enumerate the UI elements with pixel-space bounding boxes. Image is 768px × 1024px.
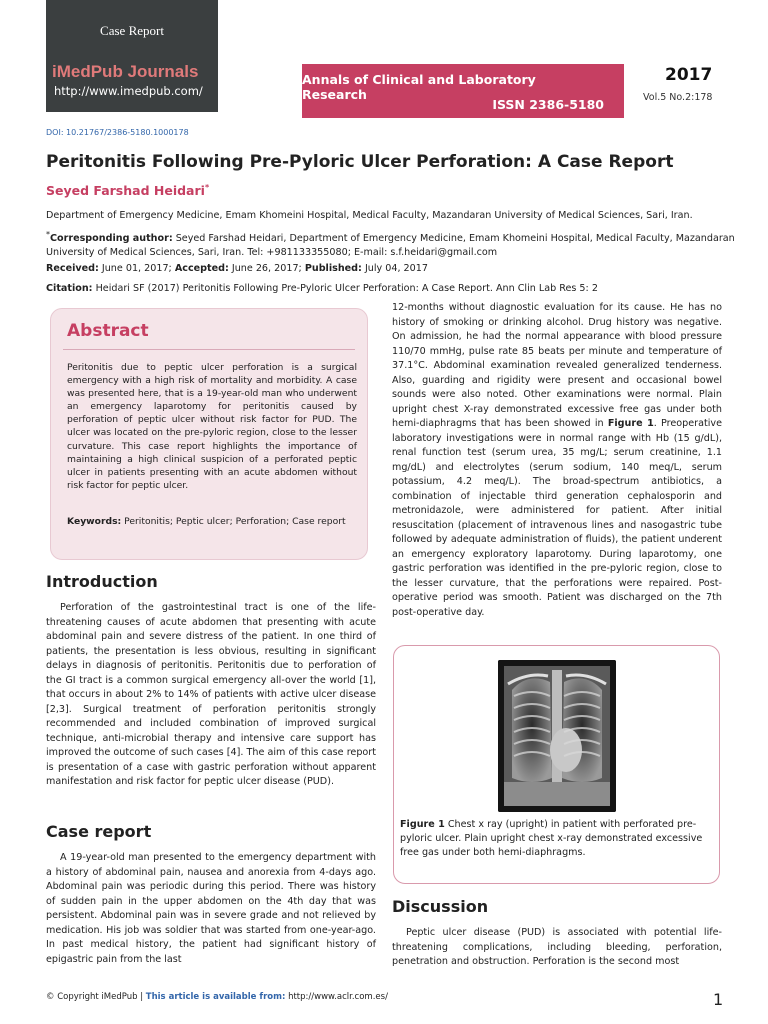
publisher-url[interactable]: http://www.imedpub.com/	[54, 84, 203, 98]
published-date: July 04, 2017	[361, 263, 428, 274]
discussion-heading: Discussion	[392, 897, 489, 916]
citation-label: Citation:	[46, 283, 93, 294]
available-label: This article is available from:	[145, 992, 286, 1002]
abstract-box	[50, 308, 368, 560]
article-type-label: Case Report	[100, 23, 164, 38]
case-report-text: A 19-year-old man presented to the emergency department with a history of abdominal pain, nausea and anorexia from 4-days ago. Abdominal pain was periodic during this period. There was history of sudden pain in the upper abdomen on the 4th day that was persistent. Abdominal pain was in severe grade and not relieved by medication. His job was soldier that was started from one-year-ago. In past medical history, the patient had significant history of epigastric pain from the last	[46, 852, 376, 965]
figure-caption	[400, 818, 715, 860]
paper-title: Peritonitis Following Pre-Pyloric Ulcer Perforation: A Case Report	[46, 152, 674, 172]
figure-caption-text: Chest x ray (upright) in patient with perforated pre-pyloric ulcer. Plain upright chest x-ray demonstrated excessive free gas under both hemi-diaphragms.	[400, 819, 703, 858]
volume-issue: Vol.5 No.2:178	[643, 92, 713, 103]
page-number: 1	[713, 990, 724, 1009]
corresponding-text: Seyed Farshad Heidari, Department of Emergency Medicine, Emam Khomeini Hospital, Medical Faculty, Mazandaran University of Medical Sciences, Sari, Iran. Tel: +981133355080; E-mail: s.f.heidari@gmail.com	[46, 233, 735, 259]
citation-text: Heidari SF (2017) Peritonitis Following Pre-Pyloric Ulcer Perforation: A Case Report. Ann Clin Lab Res 5: 2	[92, 283, 598, 294]
publication-year: 2017	[665, 65, 713, 85]
case-continued-part-b: . Preoperative laboratory investigations were in normal range with Hb (15 g/dL), renal function test (serum urea, 35 mg/L; serum creatinine, 1.1 mg/dL) and electrolytes (serum sodium, 140 meq/L, serum potassium, 4.2 meq/L). The broad-spectrum antibiotics, a combination of injectable third generation cephalosporin and metronidazole, were administered for patient. After initial resuscitation (placement of intravenous lines and nasogastric tube followed by adequate administration of fluids), the patient underent an emergency exploratory laparotomy. During laparotomy, one gastric perforation was identified in the pre-pyloric region, close to the lesser curvature, that the perforations were repaired. Post-operative period was smooth. Patient was discharged on the 7th post-operative day.	[392, 418, 722, 618]
introduction-heading: Introduction	[46, 572, 158, 591]
doi-link[interactable]: DOI: 10.21767/2386-5180.1000178	[46, 128, 189, 137]
case-report-banner	[46, 0, 218, 62]
case-report-continued	[392, 301, 722, 620]
keywords-label: Keywords:	[67, 516, 122, 527]
figure-label: Figure 1	[400, 819, 445, 830]
corresponding-label: Corresponding author:	[50, 233, 173, 245]
publisher-logo-block	[46, 0, 218, 112]
corresponding-mark: *	[46, 230, 50, 239]
published-label: Published:	[304, 263, 362, 274]
journal-banner	[302, 64, 624, 118]
abstract-divider	[63, 349, 355, 350]
case-continued-text	[392, 301, 722, 620]
introduction-section	[46, 572, 376, 790]
chest-xray-image	[498, 660, 616, 812]
xray-illustration	[498, 660, 616, 812]
affiliation: Department of Emergency Medicine, Emam Khomeini Hospital, Medical Faculty, Mazandaran University of Medical Sciences, Sari, Iran.	[46, 210, 693, 221]
keywords	[67, 515, 357, 528]
copyright-text: © Copyright iMedPub |	[46, 992, 146, 1002]
case-report-heading: Case report	[46, 822, 152, 841]
case-continued-part-a: 12-months without diagnostic evaluation for its cause. He has no history of smoking or drinking alcohol. Drug history was negative. On admission, he had the normal appearance with blood pressure 110/70 mmHg, pulse rate 85 beats per minute and temperature of 37.1°C. Abdominal examination revealed generalized tenderness. Also, guarding and rigidity were present and occasional bowel sounds were also noted. Other examinations were normal. Plain upright chest X-ray demonstrated excessive free gas under both hemi-diaphragms that has been showed in	[392, 302, 722, 429]
received-label: Received:	[46, 263, 99, 274]
received-date: June 01, 2017;	[98, 263, 175, 274]
citation	[46, 282, 736, 296]
journal-issn: ISSN 2386-5180	[492, 97, 604, 112]
publisher-brand	[46, 58, 218, 112]
author-line	[46, 183, 209, 198]
case-report-section	[46, 822, 376, 967]
accepted-label: Accepted:	[174, 263, 229, 274]
discussion-section	[392, 897, 722, 970]
keywords-text: Peritonitis; Peptic ulcer; Perforation; Case report	[121, 516, 346, 527]
introduction-text: Perforation of the gastrointestinal tract is one of the life-threatening causes of acute abdomen that presenting with acute abdominal pain and severe distress of the patient. In one third of patients, the presentation is less obvious, resulting in significant delays in diagnosis of peritonitis. Peritonitis due to perforation of the GI tract is a common surgical emergency all-over the world [1], that occurs in about 2% to 14% of patients with active ulcer disease [2,3]. Surgical treatment of perforation peritonitis strongly recommended and included combination of improved surgical technique, anti-microbial therapy and intensive care support has improved the outcome of such cases [4]. The aim of this case report is presentation of a case with gastric perforation without apparent manifestation and risk factor for peptic ulcer disease (PUD).	[46, 602, 376, 787]
article-url[interactable]: http://www.aclr.com.es/	[285, 992, 388, 1002]
abstract-heading: Abstract	[67, 321, 149, 341]
figure-1	[393, 645, 720, 884]
corresponding-author	[46, 228, 736, 260]
figure-reference[interactable]: Figure 1	[607, 418, 654, 429]
abstract-text: Peritonitis due to peptic ulcer perforation is a surgical emergency with a high risk of mortality and morbidity. A case was presented here, that is a 19-year-old man who underwent an emergency laparotomy for peritonitis caused by perforation of peptic ulcer without risk factor for PUD. The ulcer was located on the pre-pyloric region, close to the lesser curvature. This case report highlights the importance of maintaining a high clinical suspicion of a perforated peptic ulcer in patients presenting with an acute abdomen without risk factor for peptic ulcer.	[67, 362, 357, 491]
journal-name: Annals of Clinical and Laboratory Research	[302, 72, 536, 102]
author-mark: *	[204, 183, 210, 192]
author-name: Seyed Farshad Heidari	[46, 183, 205, 199]
footer	[46, 992, 388, 1002]
discussion-text: Peptic ulcer disease (PUD) is associated with potential life-threatening complications, including bleeding, perforation, penetration and obstruction. Perforation is the second most	[392, 927, 722, 967]
article-dates	[46, 262, 736, 276]
publisher-name: iMedPub Journals	[52, 62, 199, 81]
accepted-date: June 26, 2017;	[228, 263, 305, 274]
